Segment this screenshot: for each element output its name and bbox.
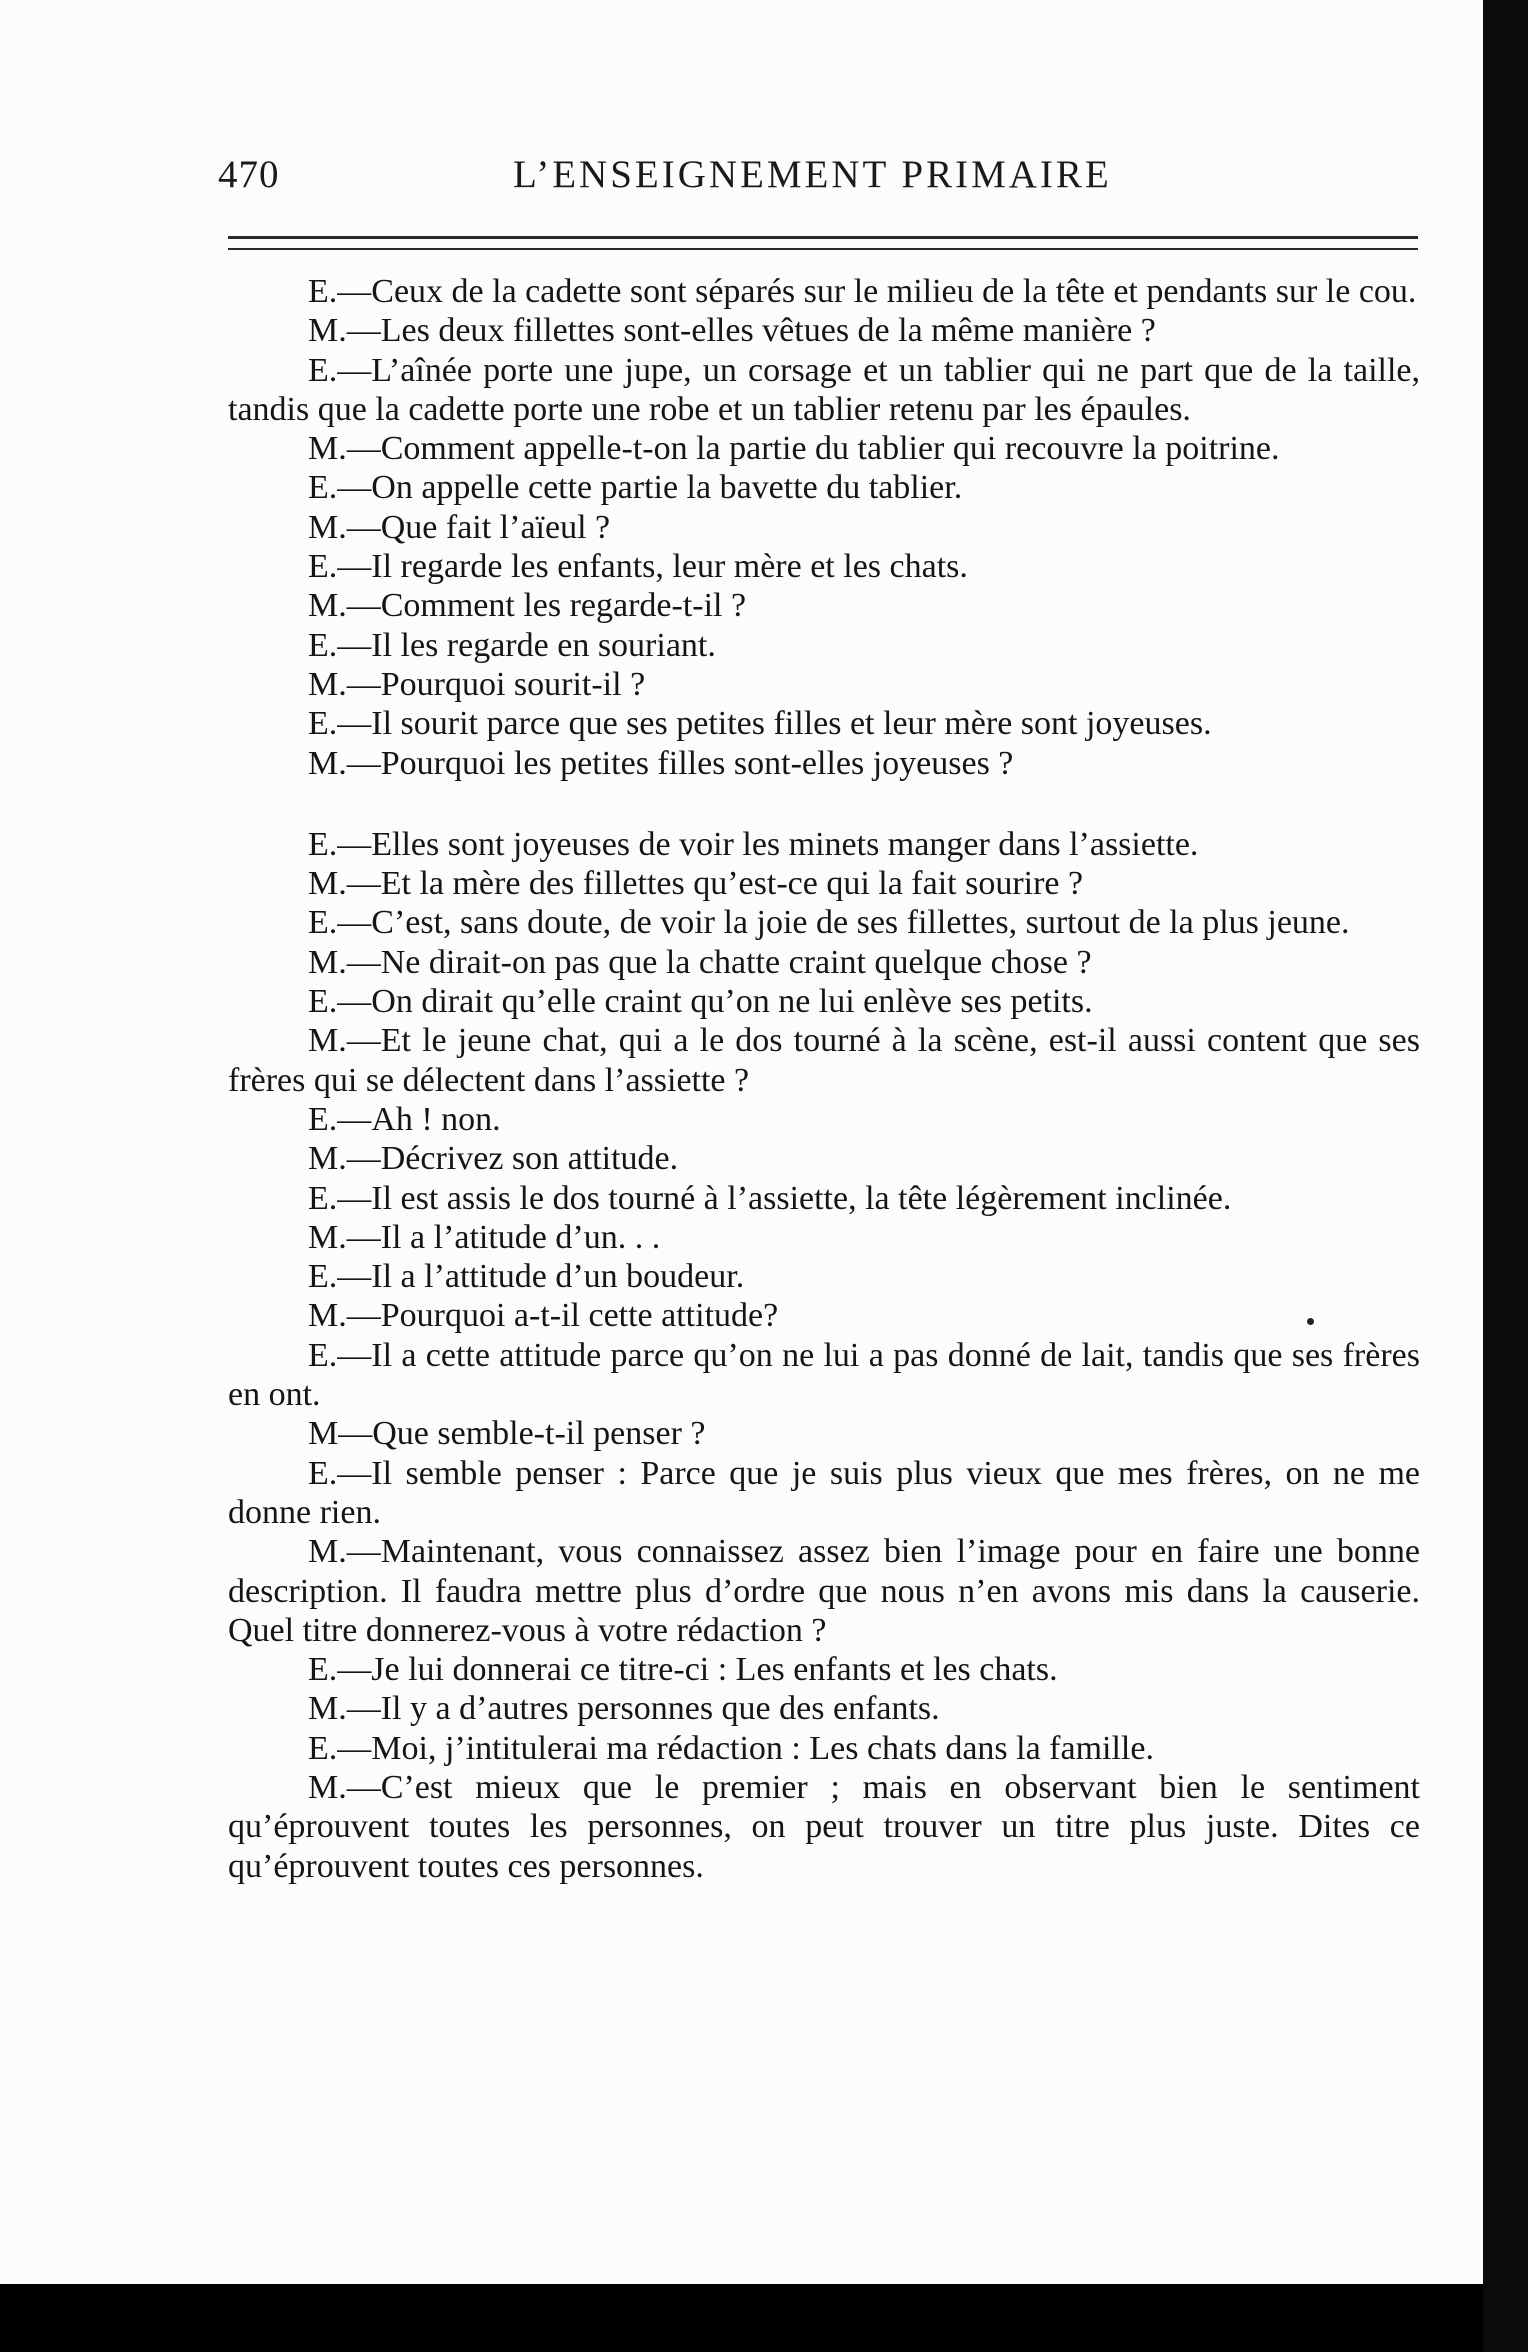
paragraph: M.—Il a l’atitude d’un. . .: [308, 1218, 661, 1256]
paragraph: E.—Il a l’attitude d’un boudeur.: [308, 1258, 745, 1296]
paragraph: M.—Les deux fillettes sont-elles vêtues de la même manière ?: [308, 312, 1156, 350]
paragraph: E.—Je lui donnerai ce titre-ci : Les enfants et les chats.: [308, 1651, 1058, 1689]
paragraph: E.—Il les regarde en souriant.: [308, 626, 716, 664]
paragraph: M.—Pourquoi les petites filles sont-elles joyeuses ?: [308, 744, 1014, 782]
paragraph: M.—C’est mieux que le premier ; mais en observant bien le sentiment qu’éprouvent toutes les personnes, on peut trouver un titre plus juste. Dites ce qu’éprouvent toutes ces personnes.: [228, 1768, 1420, 1885]
paragraph: E.—Il regarde les enfants, leur mère et les chats.: [308, 548, 968, 586]
paragraph: M.—Pourquoi sourit-il ?: [308, 665, 646, 703]
paragraph: M.—Que fait l’aïeul ?: [308, 508, 611, 546]
paragraph: M.—Maintenant, vous connaissez assez bien l’image pour en faire une bonne description. Il faudra mettre plus d’ordre que nous n’en avons mis dans la causerie. Quel titre donnerez-vous à votre rédaction ?: [228, 1533, 1420, 1649]
paragraph: E.—Il est assis le dos tourné à l’assiette, la tête légèrement inclinée.: [308, 1179, 1232, 1217]
paragraph: E.—Il semble penser : Parce que je suis plus vieux que mes frères, on ne me donne rien.: [228, 1454, 1420, 1531]
paragraph: M.—Comment appelle-t-on la partie du tablier qui recouvre la poitrine.: [308, 430, 1280, 468]
paragraph: E.—C’est, sans doute, de voir la joie de ses fillettes, surtout de la plus jeune.: [308, 904, 1350, 942]
paragraph: E.—Il a cette attitude parce qu’on ne lui a pas donné de lait, tandis que ses frères en ont.: [228, 1336, 1420, 1414]
header-rule-bottom: [228, 248, 1418, 250]
running-head: [218, 152, 1418, 202]
paragraph: E.—Ceux de la cadette sont séparés sur le milieu de la tête et pendants sur le cou.: [308, 273, 1417, 310]
paragraph: M.—Décrivez son attitude.: [308, 1140, 679, 1178]
scan-border: [1483, 0, 1528, 2352]
paragraph: E.—Ah ! non.: [308, 1100, 501, 1138]
paragraph: E.—On dirait qu’elle craint qu’on ne lui enlève ses petits.: [308, 983, 1093, 1021]
running-title: L’ENSEIGNEMENT PRIMAIRE: [513, 153, 1112, 196]
paragraph-gap: [228, 783, 1420, 825]
paragraph: E.—Elles sont joyeuses de voir les minets manger dans l’assiette.: [308, 825, 1199, 863]
body-text: [228, 272, 1420, 1886]
paragraph: M.—Comment les regarde-t-il ?: [308, 587, 747, 625]
paragraph: E.—Moi, j’intitulerai ma rédaction : Les chats dans la famille.: [308, 1729, 1154, 1767]
paragraph: M—Que semble-t-il penser ?: [308, 1415, 706, 1453]
paragraph: M.—Il y a d’autres personnes que des enfants.: [308, 1690, 940, 1728]
header-rule-top: [228, 236, 1418, 239]
paragraph: M.—Et la mère des fillettes qu’est-ce qui la fait sourire ?: [308, 865, 1084, 903]
paragraph: E.—On appelle cette partie la bavette du tablier.: [308, 469, 963, 507]
paragraph: M.—Et le jeune chat, qui a le dos tourné à la scène, est-il aussi content que ses frères qui se délectent dans l’assiette ?: [228, 1022, 1420, 1099]
ink-speck: [1307, 1318, 1314, 1325]
paragraph: M.—Ne dirait-on pas que la chatte craint quelque chose ?: [308, 943, 1092, 981]
paragraph: E.—Il sourit parce que ses petites filles et leur mère sont joyeuses.: [308, 705, 1212, 743]
paragraph: M.—Pourquoi a-t-il cette attitude?: [308, 1297, 779, 1335]
page-number: 470: [218, 153, 280, 196]
paragraph: E.—L’aînée porte une jupe, un corsage et un tablier qui ne part que de la taille, tandis que la cadette porte une robe et un tablier retenu par les épaules.: [228, 351, 1420, 428]
